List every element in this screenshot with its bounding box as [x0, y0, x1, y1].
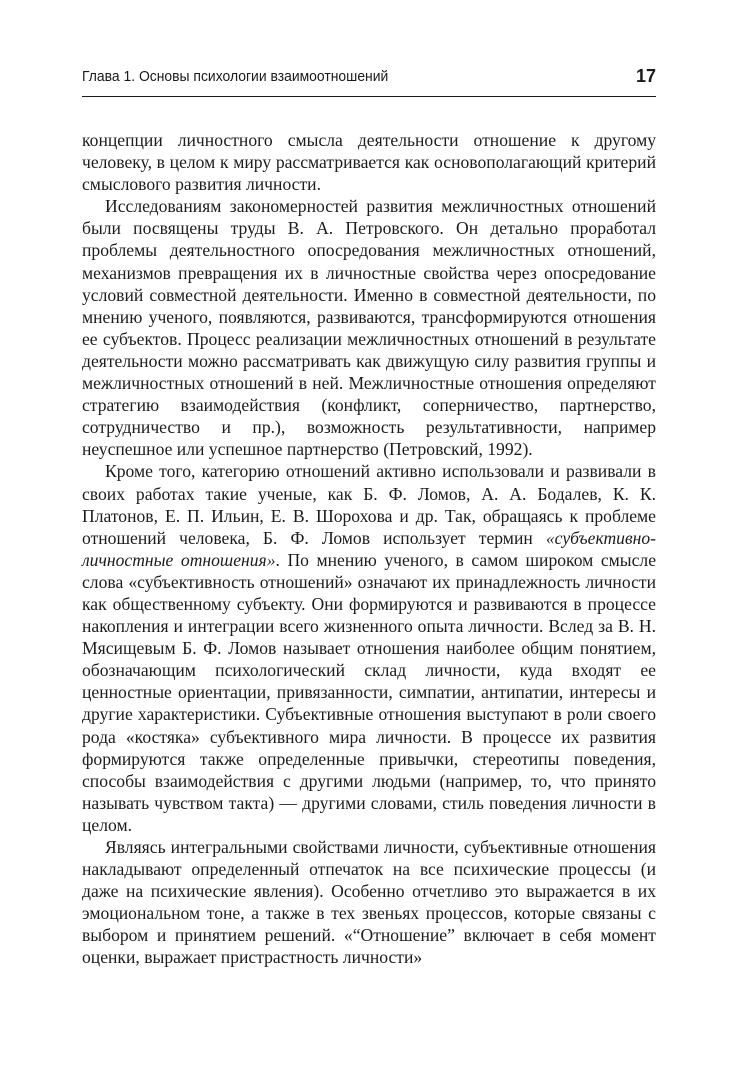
paragraph-4: Являясь интегральными свойствами личности, субъективные отношения накладывают определенный отпечаток на все психические процессы (и даже на психические явления). Особенно отчетливо это выражается в их эмоциональном тоне, а также в тех звеньях процессов, которые связаны с выбором и принятием решений. «“Отношение” включает в себя момент оценки, выражает пристрастность личности»: [82, 837, 656, 968]
paragraph-2: Исследованиям закономерностей развития межличностных отношений были посвящены труды В. А. Петровского. Он детально проработал проблемы деятельностного опосредования межличностных отношений, механизмов превращения их в личностные свойства через опосредование условий совместной деятельности. Именно в совместной деятельности, по мнению ученого, появляются, развиваются, трансформируются отношения ее субъектов. Процесс реализации межличностных отношений в результате деятельности можно рассматривать как движущую силу развития группы и межличностных отношений в ней. Межличностные отношения определяют стратегию взаимодействия (конфликт, соперничество, партнерство, сотрудничество и пр.), возможность результативности, например неуспешное или успешное партнерство (Петровский, 1992).: [82, 196, 656, 460]
italic-term: «субъективно-личностные отношения»: [82, 527, 656, 570]
paragraph-3-text-end: . По мнению ученого, в самом широком смысле слова «субъективность отношений» означают их принадлежность личности как общественному субъекту. Они формируются и развиваются в процессе накопления и интеграции всего жизненного опыта личности. Вслед за В. Н. Мясищевым Б. Ф. Ломов называет отношения наиболее общим понятием, обозначающим психологический склад личности, куда входят ее ценностные ориентации, привязанности, симпатии, антипатии, интересы и другие характеристики. Субъективные отношения выступают в роли своего рода «костяка» субъективного мира личности. В процессе их развития формируются также определенные привычки, стереотипы поведения, способы взаимодействия с другими людьми (например, то, что принято называть чувством такта) — другими словами, стиль поведения личности в целом.: [82, 549, 656, 835]
chapter-running-title: Глава 1. Основы психологии взаимоотношений: [82, 69, 389, 85]
body-text: [82, 129, 656, 969]
paragraph-1: концепции личностного смысла деятельности отношение к другому человеку, в целом к миру рассматривается как основополагающий критерий смыслового развития личности.: [82, 130, 656, 195]
paragraph-3: [82, 460, 656, 836]
header-rule: [82, 96, 656, 97]
running-head: [82, 66, 656, 92]
paragraph-3-text-start: Кроме того, категорию отношений активно использовали и развивали в своих работах такие ученые, как Б. Ф. Ломов, А. А. Бодалев, К. К. Платонов, Е. П. Ильин, Е. В. Шорохова и др. Так, обращаясь к проблеме отношений человека, Б. Ф. Ломов использует термин: [82, 461, 656, 548]
page-number: 17: [635, 66, 656, 86]
